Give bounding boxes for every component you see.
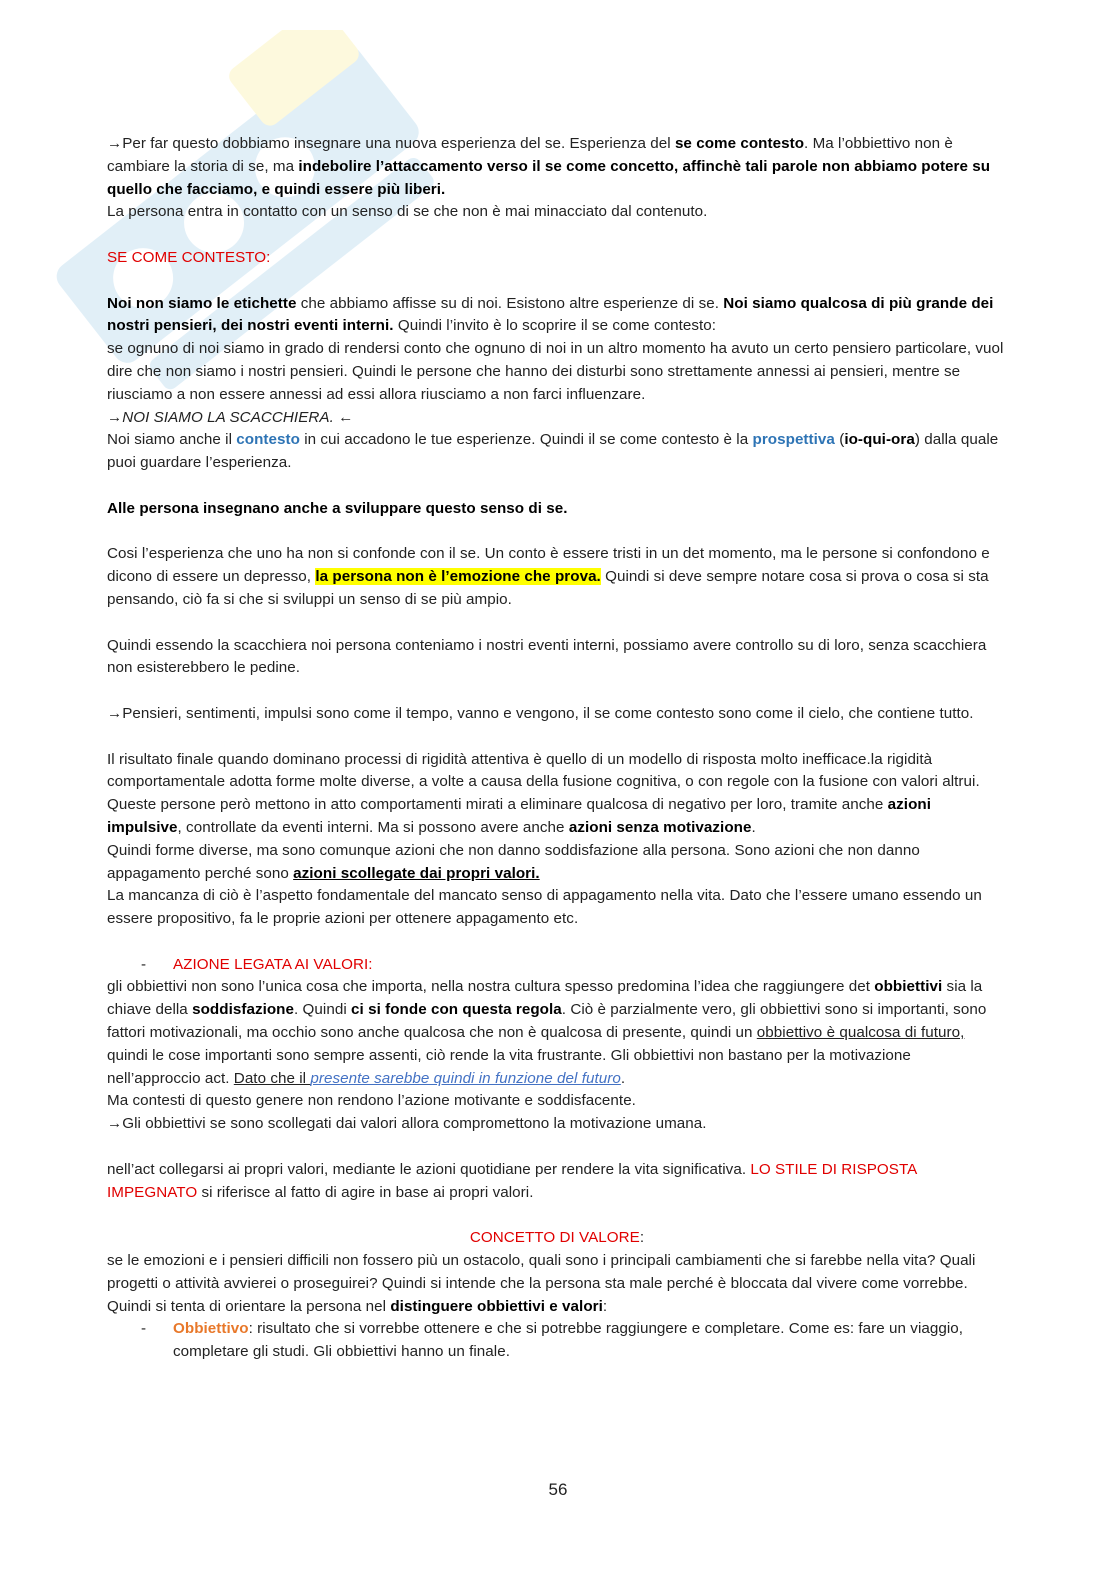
paragraph-esperienza: Cosi l’esperienza che uno ha non si confonde con il se. Un conto è essere tristi in un det momento, ma le persone si confondono e dicono di essere un depresso, la persona non è l’emozione che prova. Quindi si deve sempre notare cosa si prova o cosa si sta pensando, ciò fa si che si sviluppi un senso di se più ampio. [107,545,990,608]
paragraph-motivazione: →Gli obbiettivi se sono scollegati dai valori allora compromettono la motivazione umana. [107,1115,707,1133]
heading-azione-legata: AZIONE LEGATA AI VALORI: [173,955,373,973]
paragraph-act: nell’act collegarsi ai propri valori, mediante le azioni quotidiane per rendere la vita significativa. LO STILE DI RISPOSTA IMPEGNATO si riferisce al fatto di agire in base ai propri valori. [107,1160,917,1201]
paragraph-etichette: Noi non siamo le etichette che abbiamo affisse su di noi. Esistono altre esperienze di se. Noi siamo qualcosa di più grande dei nostri pensieri, dei nostri eventi interni. Quindi l’invito è lo scoprire il se come contesto: [107,294,994,335]
heading-concetto-di-valore: CONCETTO DI VALORE: [469,1229,645,1247]
heading-se-come-contesto: SE COME CONTESTO: [107,248,271,266]
paragraph-contesti: Ma contesti di questo genere non rendono l’azione motivante e soddisfacente. [107,1092,636,1110]
scacchiera-line: →NOI SIAMO LA SCACCHIERA. ← [107,408,354,426]
bold-statement: Alle persona insegnano anche a sviluppare questo senso di se. [107,499,568,517]
paragraph-obbiettivi: gli obbiettivi non sono l’unica cosa che importa, nella nostra cultura spesso predomina l’idea che raggiungere det obbiettivi sia la chiave della soddisfazione. Quindi ci si fonde con questa regola. Ciò è parzialmente vero, gli obbiettivi sono si importanti, sono fattori motivazionali, ma occhio sono anche qualcosa che non è qualcosa di presente, quindi un obbiettivo è qualcosa di futuro, quindi le cose importanti sono sempre assenti, ciò rende la vita frustrante. Gli obbiettivi non bastano per la motivazione nell’approccio act. Dato che il presente sarebbe quindi in funzione del futuro. [107,978,987,1087]
list-item-obbiettivo: - Obbiettivo: risultato che si vorrebbe ottenere e che si potrebbe raggiungere e completare. Come es: fare un viaggio, completare gli studi. Gli obbiettivi hanno un finale. [141,1320,964,1361]
paragraph-cielo: →Pensieri, sentimenti, impulsi sono come il tempo, vanno e vengono, il se come contesto sono come il cielo, che contiene tutto. [107,704,974,722]
paragraph-rigidita: Il risultato finale quando dominano processi di rigidità attentiva è quello di un modello di risposta molto inefficace.la rigidità comportamentale adotta forme molte diverse, a volte a causa della fusione cognitiva, o con regole con la fusione con valori altrui. [107,750,980,791]
paragraph-pensieri: se ognuno di noi siamo in grado di rendersi conto che ognuno di noi in un altro momento ha avuto un certo pensiero particolare, vuol dire che non siamo i nostri pensieri. Quindi le persone che hanno dei disturbi sono strettamente annessi ai pensieri, mentre se riusciamo a non essere annessi ad essi allora riusciamo a non farci influenzare. [107,340,1004,403]
paragraph-contesto: Noi siamo anche il contesto in cui accadono le tue esperienze. Quindi il se come contesto è la prospettiva (io-qui-ora) dalla quale puoi guardare l’esperienza. [107,431,999,472]
list-item-azione: - AZIONE LEGATA AI VALORI: [141,955,373,973]
document-page [107,133,1007,1364]
paragraph-azioni: Queste persone però mettono in atto comportamenti mirati a eliminare qualcosa di negativo per loro, tramite anche azioni impulsive, controllate da eventi interni. Ma si possono avere anche azioni senza motivazione. [107,796,932,836]
paragraph-mancanza: La mancanza di ciò è l’aspetto fondamentale del mancato senso di appagamento nella vita. Dato che l’essere umano essendo un essere propositivo, fa le proprie azioni per ottenere appagamento etc. [107,887,982,928]
paragraph-intro-2: La persona entra in contatto con un senso di se che non è mai minacciato dal contenuto. [107,203,708,221]
paragraph-scacchiera: Quindi essendo la scacchiera noi persona conteniamo i nostri eventi interni, possiamo avere controllo su di loro, senza scacchiera non esisterebbero le pedine. [107,636,987,677]
paragraph-intro: →Per far questo dobbiamo insegnare una nuova esperienza del se. Esperienza del se come contesto. Ma l’obbiettivo non è cambiare la storia di se, ma indebolire l’attaccamento verso il se come concetto, affinchè tali parole non abbiamo potere su quello che facciamo, e quindi essere più liberi. [107,135,991,198]
paragraph-soddisfazione: Quindi forme diverse, ma sono comunque azioni che non danno soddisfazione alla persona. Sono azioni che non danno appagamento perché sono azioni scollegate dai propri valori. [107,841,920,882]
paragraph-emozioni: se le emozioni e i pensieri difficili non fossero più un ostacolo, quali sono i principali cambiamenti che si farebbe nella vita? Quali progetti o attività avvierei o proseguirei? Quindi si intende che la persona sta male perché è bloccata dal vivere come vorrebbe. [107,1252,976,1292]
paragraph-distinguere: Quindi si tenta di orientare la persona nel distinguere obbiettivi e valori: [107,1297,608,1315]
page-number: 56 [548,1480,568,1499]
